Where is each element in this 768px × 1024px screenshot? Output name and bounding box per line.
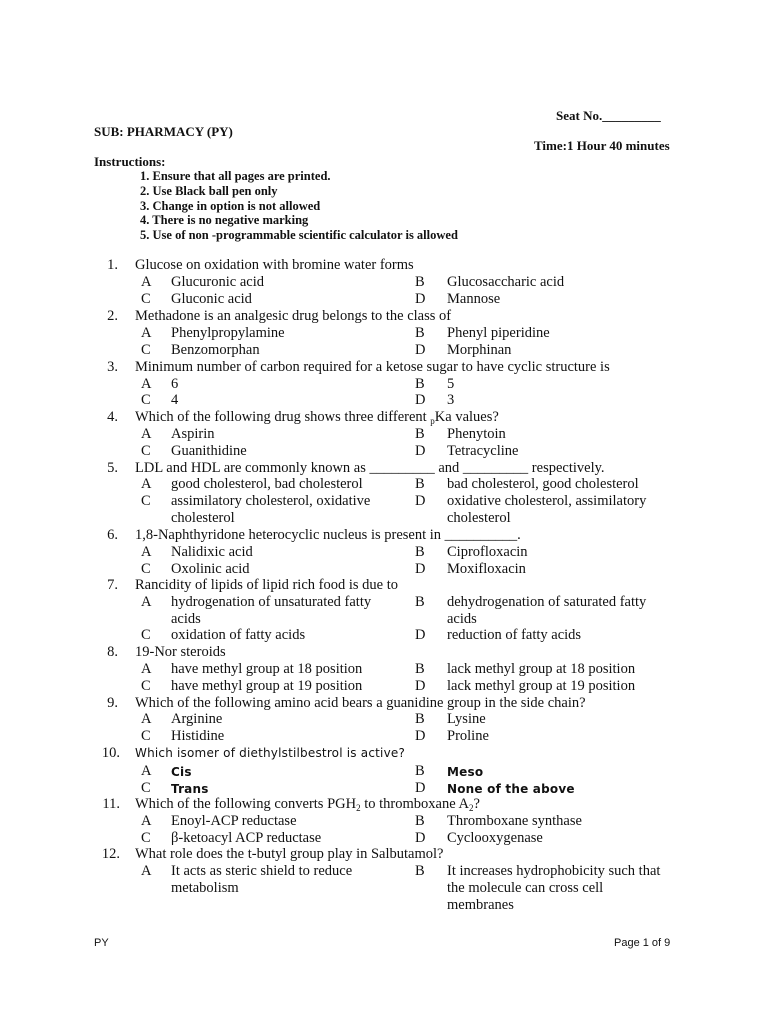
question-text: Which of the following amino acid bears a guanidine group in the side chain? — [135, 695, 586, 711]
option-letter: D — [415, 561, 426, 577]
option-letter: B — [415, 594, 425, 610]
option-letter: A — [141, 813, 152, 829]
option-text: Enoyl-ACP reductase — [171, 813, 297, 829]
option-text: 4 — [171, 392, 179, 408]
option-text: Aspirin — [171, 426, 215, 442]
question-number: 8. — [107, 644, 118, 660]
subject-title: SUB: PHARMACY (PY) — [94, 124, 233, 139]
option-letter: A — [141, 426, 152, 442]
option-letter: A — [141, 544, 152, 560]
option-text: β-ketoacyl ACP reductase — [171, 830, 322, 846]
option-text: bad cholesterol, good cholesterol — [447, 476, 639, 492]
option-letter: D — [415, 728, 426, 744]
option-letter: C — [141, 493, 151, 509]
option-text: Nalidixic acid — [171, 544, 253, 560]
question-text: Minimum number of carbon required for a ketose sugar to have cyclic structure is — [135, 359, 610, 375]
option-letter: A — [141, 594, 152, 610]
option-letter: D — [415, 678, 426, 694]
option-letter: C — [141, 627, 151, 643]
option-text: Phenylpropylamine — [171, 325, 285, 341]
option-text: 6 — [171, 376, 179, 392]
option-text: Ciprofloxacin — [447, 544, 528, 560]
question-number: 2. — [107, 308, 118, 324]
option-text: 5 — [447, 376, 455, 392]
option-letter: D — [415, 830, 426, 846]
instruction-item: 4. There is no negative marking — [140, 213, 309, 228]
option-text: Mannose — [447, 291, 501, 307]
option-text: None of the above — [447, 782, 575, 796]
option-text: lack methyl group at 18 position — [447, 661, 636, 677]
option-letter: C — [141, 678, 151, 694]
option-letter: D — [415, 342, 426, 358]
option-text: 3 — [447, 392, 455, 408]
option-letter: B — [415, 325, 425, 341]
option-letter: A — [141, 763, 152, 779]
option-letter: C — [141, 780, 151, 796]
option-letter: A — [141, 661, 152, 677]
option-text: Gluconic acid — [171, 291, 252, 307]
question-text: LDL and HDL are commonly known as _________ and _________ respectively. — [135, 460, 605, 476]
option-letter: B — [415, 426, 425, 442]
option-letter: B — [415, 763, 425, 779]
option-text: Phenyl piperidine — [447, 325, 550, 341]
instruction-item: 5. Use of non -programmable scientific calculator is allowed — [140, 228, 458, 243]
option-text: dehydrogenation of saturated fatty acids — [447, 594, 647, 627]
option-letter: C — [141, 830, 151, 846]
option-text: Cyclooxygenase — [447, 830, 543, 846]
option-letter: C — [141, 291, 151, 307]
option-text: Trans — [171, 782, 209, 796]
option-text: Meso — [447, 765, 484, 779]
option-letter: A — [141, 476, 152, 492]
question-number: 12. — [101, 846, 120, 862]
exam-time: Time:1 Hour 40 minutes — [534, 138, 670, 153]
question-number: 4. — [107, 409, 118, 425]
option-text: oxidation of fatty acids — [171, 627, 306, 643]
option-letter: A — [141, 274, 152, 290]
question-text: 19-Nor steroids — [135, 644, 226, 660]
question-text: Which of the following drug shows three different $_p$Ka values? — [135, 409, 499, 426]
page-number: Page 1 of 9 — [614, 937, 671, 949]
question-number: 3. — [107, 359, 118, 375]
option-text: have methyl group at 18 position — [171, 661, 363, 677]
option-letter: D — [415, 291, 426, 307]
option-letter: B — [415, 711, 425, 727]
option-text: Benzomorphan — [171, 342, 260, 358]
option-text: Lysine — [447, 711, 486, 727]
option-letter: B — [415, 544, 425, 560]
option-text: Cis — [171, 765, 192, 779]
option-text: Oxolinic acid — [171, 561, 250, 577]
option-text: assimilatory cholesterol, oxidative cholesterol — [171, 493, 371, 526]
instruction-item: 1. Ensure that all pages are printed. — [140, 169, 331, 183]
option-text: have methyl group at 19 position — [171, 678, 363, 694]
question-text: Rancidity of lipids of lipid rich food is due to — [135, 577, 398, 593]
option-letter: C — [141, 443, 151, 459]
option-letter: B — [415, 376, 425, 392]
option-text: Tetracycline — [447, 443, 519, 459]
option-text: Proline — [447, 728, 489, 744]
instruction-item: 3. Change in option is not allowed — [140, 198, 321, 213]
footer-code: PY — [94, 937, 109, 949]
option-letter: D — [415, 627, 426, 643]
option-letter: B — [415, 476, 425, 492]
option-letter: A — [141, 376, 152, 392]
question-number: 11. — [102, 796, 120, 812]
option-text: hydrogenation of unsaturated fatty acids — [171, 594, 372, 627]
option-letter: C — [141, 728, 151, 744]
option-text: Glucuronic acid — [171, 274, 265, 290]
option-text: Guanithidine — [171, 443, 247, 459]
option-text: Histidine — [171, 728, 225, 744]
instructions-list — [140, 169, 458, 243]
option-text: Thromboxane synthase — [447, 813, 582, 829]
instruction-item: 2. Use Black ball pen only — [140, 183, 278, 198]
question-number: 1. — [107, 257, 118, 273]
option-letter: C — [141, 561, 151, 577]
question-text: What role does the t-butyl group play in Salbutamol? — [135, 846, 444, 862]
question-number: 10. — [101, 745, 120, 761]
option-text: oxidative cholesterol, assimilatory cholesterol — [447, 493, 647, 526]
option-letter: B — [415, 274, 425, 290]
question-text: Glucose on oxidation with bromine water forms — [135, 257, 414, 273]
option-letter: A — [141, 863, 152, 879]
question-text: Methadone is an analgesic drug belongs to the class of — [135, 308, 452, 324]
question-number: 5. — [107, 460, 118, 476]
option-text: Arginine — [171, 711, 223, 727]
option-text: good cholesterol, bad cholesterol — [171, 476, 363, 492]
option-letter: A — [141, 711, 152, 727]
option-text: Moxifloxacin — [447, 561, 526, 577]
option-letter: C — [141, 392, 151, 408]
question-text: Which isomer of diethylstilbestrol is active? — [135, 746, 406, 760]
option-letter: D — [415, 392, 426, 408]
option-letter: C — [141, 342, 151, 358]
option-text: It acts as steric shield to reduce metabolism — [171, 863, 353, 896]
question-text: Which of the following converts $PGH_2$ to thromboxane $A_2$? — [135, 796, 480, 813]
question-number: 6. — [107, 527, 118, 543]
option-text: lack methyl group at 19 position — [447, 678, 636, 694]
seat-number: Seat No._________ — [556, 108, 661, 123]
option-text: Glucosaccharic acid — [447, 274, 565, 290]
instructions-heading: Instructions: — [94, 154, 166, 169]
option-letter: D — [415, 493, 426, 509]
option-letter: D — [415, 780, 426, 796]
option-letter: B — [415, 813, 425, 829]
option-text: It increases hydrophobicity such that the molecule can cross cell membranes — [447, 863, 661, 913]
option-text: Morphinan — [447, 342, 512, 358]
option-text: Phenytoin — [447, 426, 506, 442]
question-number: 9. — [107, 695, 118, 711]
option-letter: D — [415, 443, 426, 459]
question-number: 7. — [107, 577, 118, 593]
option-letter: B — [415, 863, 425, 879]
question-text: 1,8-Naphthyridone heterocyclic nucleus is present in __________. — [135, 527, 521, 543]
option-letter: A — [141, 325, 152, 341]
option-text: reduction of fatty acids — [447, 627, 582, 643]
option-letter: B — [415, 661, 425, 677]
